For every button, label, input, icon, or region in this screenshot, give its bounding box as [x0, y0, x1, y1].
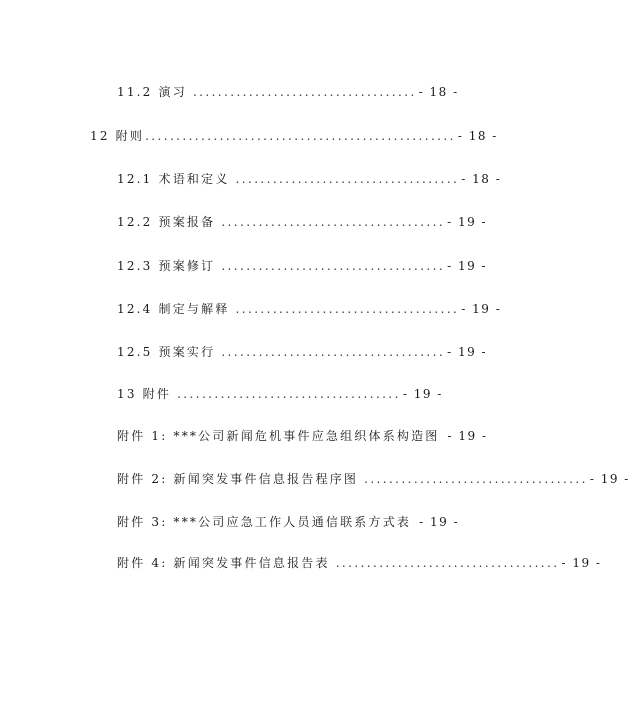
toc-entry-title: 12.4 制定与解释	[117, 302, 230, 316]
toc-page-number: - 19 -	[447, 215, 488, 229]
toc-entry[interactable]	[117, 84, 459, 100]
toc-entry[interactable]	[117, 386, 443, 402]
toc-entry-title: 13 附件	[117, 387, 172, 401]
toc-page-number: - 19 -	[561, 556, 602, 570]
toc-dot-leader: ....................................	[192, 85, 417, 99]
toc-entry[interactable]	[117, 555, 602, 571]
toc-entry[interactable]	[117, 214, 488, 230]
toc-entry[interactable]	[117, 344, 488, 360]
toc-page-number: - 19 -	[589, 472, 630, 486]
toc-dot-leader: ....................................	[221, 259, 446, 273]
toc-page-number: - 19 -	[447, 429, 488, 443]
toc-page-number: - 18 -	[457, 129, 498, 143]
toc-entry-title: 12.3 预案修订	[117, 259, 216, 273]
toc-dot-leader: ....................................	[235, 302, 460, 316]
toc-entry-title: 附件 3: ***公司应急工作人员通信联系方式表	[117, 515, 412, 529]
toc-entry-title: 附件 1: ***公司新闻危机事件应急组织体系构造图	[117, 429, 440, 443]
toc-entry-title: 附件 2: 新闻突发事件信息报告程序图	[117, 472, 359, 486]
toc-page-number: - 18 -	[461, 172, 502, 186]
toc-dot-leader: ....................................	[221, 345, 446, 359]
toc-dot-leader: ....................................	[364, 472, 588, 486]
toc-entry-title: 12.2 预案报备	[117, 215, 216, 229]
toc-dot-leader: ....................................	[221, 215, 446, 229]
toc-page-number: - 19 -	[402, 387, 443, 401]
toc-entry[interactable]	[117, 258, 488, 274]
toc-entry[interactable]	[117, 471, 630, 487]
toc-entry-title: 12.5 预案实行	[117, 345, 216, 359]
toc-page-number: - 19 -	[461, 302, 502, 316]
toc-entry[interactable]	[117, 301, 502, 317]
toc-entry-title: 11.2 演习	[117, 85, 187, 99]
toc-page-number: - 19 -	[447, 259, 488, 273]
toc-dot-leader: ....................................	[335, 556, 560, 570]
toc-entry[interactable]	[117, 428, 488, 444]
toc-entry[interactable]	[117, 514, 460, 530]
toc-page-number: - 19 -	[447, 345, 488, 359]
toc-entry-title: 附件 4: 新闻突发事件信息报告表	[117, 556, 330, 570]
toc-page-number: - 19 -	[419, 515, 460, 529]
toc-page-number: - 18 -	[418, 85, 459, 99]
toc-dot-leader: ....................................	[177, 387, 401, 401]
toc-entry[interactable]	[90, 128, 498, 144]
toc-entry-title: 12 附则	[90, 129, 145, 143]
toc-dot-leader: ....................................	[235, 172, 460, 186]
toc-entry-title: 12.1 术语和定义	[117, 172, 230, 186]
toc-entry[interactable]	[117, 171, 502, 187]
toc-dot-leader: ..................................................	[145, 129, 456, 143]
